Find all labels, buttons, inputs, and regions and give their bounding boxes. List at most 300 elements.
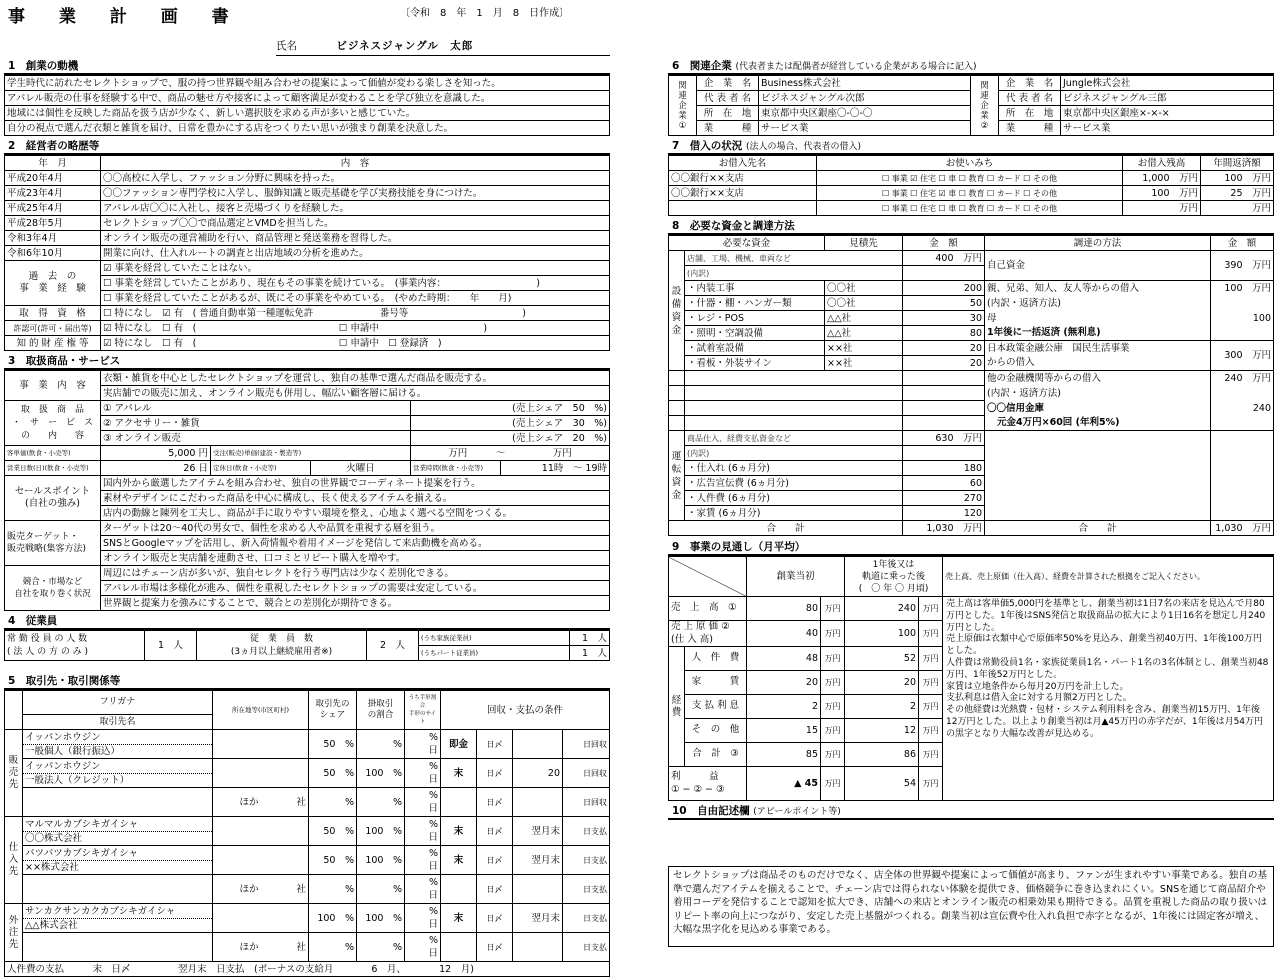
company-key: 業 種 bbox=[999, 121, 1061, 136]
payroll-table bbox=[4, 961, 610, 977]
partner-others: ほか 社 bbox=[213, 788, 309, 817]
partner-term-type: 日回収 bbox=[563, 759, 610, 788]
partner-term-day: 20 bbox=[513, 759, 563, 788]
outlook-label: 家 賃 bbox=[685, 671, 747, 695]
career-text: 〇〇ファッション専門学校に入学し、服飾知識と販売基礎を学び実務技能を身につけた。 bbox=[101, 186, 610, 201]
item-share: (売上シェア 50 %) bbox=[411, 401, 610, 416]
outlook-unit: 万円 bbox=[821, 597, 845, 621]
company-2-address: 東京都中央区銀座×-×-× bbox=[1061, 106, 1274, 121]
outlook-later: 52 bbox=[845, 647, 919, 671]
outlook-label: 売 上 高 ① bbox=[669, 597, 747, 621]
operating-head: 商品仕入、経費支払資金など bbox=[685, 431, 903, 446]
loan-balance: 100 万円 bbox=[1123, 186, 1201, 201]
funding-other-terms: 元金4万円×60回 (年利5%) bbox=[985, 416, 1211, 431]
section-9-title: 9 事業の見通し（月平均） bbox=[668, 539, 1274, 556]
item-share: (売上シェア 20 %) bbox=[411, 431, 610, 446]
motivation-line: 学生時代に訪れたセレクトショップで、服の持つ世界観や組み合わせの提案によって価値が変わる楽しさを知った。 bbox=[5, 76, 610, 91]
section-1-title: 1 創業の動機 bbox=[4, 58, 610, 75]
outlook-unit: 万円 bbox=[821, 647, 845, 671]
career-text: 〇〇高校に入学し、ファッション分野に興味を持った。 bbox=[101, 171, 610, 186]
partner-term-cut: 日〆 bbox=[477, 788, 513, 817]
equipment-total: 400 万円 bbox=[903, 251, 985, 266]
outlook-later: 54 bbox=[845, 767, 919, 801]
partner-share: % bbox=[309, 788, 357, 817]
operating-amount: 270 bbox=[903, 491, 985, 506]
partner-term-cut: 日〆 bbox=[477, 904, 513, 933]
past-experience-option[interactable]: ☐ 事業を経営していたことがあるが、既にその事業をやめている。 (やめた時期： 年 月) bbox=[101, 291, 610, 306]
equipment-amount: 50 bbox=[903, 296, 985, 311]
partner-credit: % bbox=[357, 730, 405, 759]
company-key: 代 表 者 名 bbox=[697, 91, 759, 106]
career-date: 平成25年4月 bbox=[5, 201, 101, 216]
outlook-later: 20 bbox=[845, 671, 919, 695]
part-label: (うちパート従業員) bbox=[419, 646, 570, 661]
outlook-unit: 万円 bbox=[919, 647, 943, 671]
hours-value: 11時 〜 19時 bbox=[501, 461, 610, 476]
funding-family-amount: 100 万円 bbox=[1211, 281, 1274, 296]
operating-item: ・人件費 (6ヵ月分) bbox=[685, 491, 903, 506]
outlook-table bbox=[668, 556, 1274, 801]
partner-term-day: 翌月末 bbox=[513, 817, 563, 846]
section-5-title: 5 取引先・取引関係等 bbox=[4, 673, 610, 690]
company-1-industry: サービス業 bbox=[759, 121, 971, 136]
left-column bbox=[4, 58, 610, 977]
partner-share: % bbox=[309, 933, 357, 962]
operating-total: 630 万円 bbox=[903, 431, 985, 446]
partner-others: ほか 社 bbox=[213, 875, 309, 904]
section-7-title bbox=[668, 138, 1274, 155]
outlook-basis: 売上高は客単価5,000円を基準とし、創業当初は1日7名の来店を見込んで月80万円とした。1年後はSNS発信と取扱商品の拡大により1日16名を想定し月240万円とした。 売上原価は衣類中心で原価率50%を見込み、創業当初40万円、1年後100万円とした。 人件費は常勤役員1名・家族従業員1名・パート1名の3名体制とし、創業当初48万円、1年後52万円とした。 家賃は立地条件から毎月20万円を計上した。 支払利息は借入金に対する月額2万円とした。 その他経費は光熱費・包材・システム利用料を含み、創業当初15万円、1年後12万円とした。以上より創業当初は月▲45万円の赤字だが、1年後は月54万円の黒字となり大幅な改善が見込める。 bbox=[943, 597, 1274, 801]
partner-group-label: 販 売 先 bbox=[5, 730, 23, 817]
partner-name-cell bbox=[23, 817, 213, 846]
funding-jfc: 日本政策金融公庫 国民生活事業 bbox=[985, 341, 1211, 356]
equipment-sub: (内訳) bbox=[685, 266, 903, 281]
section-7-heading: 7 借入の状況 bbox=[672, 140, 743, 152]
funding-family-lender: 母 bbox=[985, 311, 1211, 326]
license-label: 許認可(許可・届出等) bbox=[5, 321, 101, 336]
company-1-label: 関 連 企 業 ① bbox=[669, 76, 697, 136]
partner-bill: % 日 bbox=[405, 933, 441, 962]
partner-bill: % 日 bbox=[405, 904, 441, 933]
outlook-label: 売 上 原 価 ② (仕 入 高) bbox=[669, 621, 747, 647]
unit-price-value: 5,000 円 bbox=[101, 446, 211, 461]
career-text: 開業に向け、仕入れルートの調査と出店地域の分析を進めた。 bbox=[101, 246, 610, 261]
operating-amount: 180 bbox=[903, 461, 985, 476]
partner-name: ××株式会社 bbox=[25, 861, 79, 873]
family-label: (うち家族従業員) bbox=[419, 631, 570, 646]
holiday-value: 火曜日 bbox=[311, 461, 411, 476]
free-text-area[interactable]: セレクトショップは商品そのものだけでなく、店全体の世界観や提案によって価値が高まり、ファンが生まれやすい事業である。独自の基準で選んだアイテムを揃えることで、チェーン店では得られない体験を提供でき、価格競争に巻き込まれにくい。SNSを通じて商品紹介や着用コーデを発信することで認知を拡大でき、店舗への来店とオンライン販売の相乗効果も期待できる。品質を重視した商品の取り扱いはリピート率の向上につながり、安定した売上基盤がつくれる。創業当初は宣伝費や仕入れ負担で赤字となるが、1年後には固定客が増え、大幅な黒字化を見込める事業である。 bbox=[668, 866, 1274, 947]
outlook-unit: 万円 bbox=[919, 671, 943, 695]
funding-family-lender-amount: 100 bbox=[1211, 311, 1274, 326]
partner-term-cut: 日〆 bbox=[477, 846, 513, 875]
outlook-later: 240 bbox=[845, 597, 919, 621]
outlook-unit: 万円 bbox=[919, 597, 943, 621]
item-share: (売上シェア 30 %) bbox=[411, 416, 610, 431]
needs-total-label: 合 計 bbox=[669, 521, 903, 536]
partner-share: 100 % bbox=[309, 904, 357, 933]
outlook-later: 2 bbox=[845, 695, 919, 719]
motivation-line: 地域には個性を反映した商品を扱う店が少なく、新しい選択肢を求める声が多いと感じていた。 bbox=[5, 106, 610, 121]
officers-count: 1 人 bbox=[145, 631, 197, 661]
outlook-unit: 万円 bbox=[821, 743, 845, 767]
related-companies-table bbox=[668, 75, 1274, 136]
past-experience-option[interactable]: ☐ 事業を経営していたことがあり、現在もその事業を続けている。 (事業内容： ) bbox=[101, 276, 610, 291]
equipment-item: ・照明・空調設備 bbox=[685, 326, 825, 341]
equipment-amount: 80 bbox=[903, 326, 985, 341]
license-value[interactable]: ☑ 特になし ☐ 有 ( ☐ 申請中 ) bbox=[101, 321, 610, 336]
partner-term-type: 日支払 bbox=[563, 875, 610, 904]
loan-lender: 〇〇銀行××支店 bbox=[669, 171, 817, 186]
outlook-row bbox=[669, 597, 1274, 621]
partner-name-cell bbox=[23, 759, 213, 788]
partner-furigana: サンカクサンカクカブシキガイシャ bbox=[23, 905, 212, 919]
funding-head: 必要な資金 bbox=[669, 236, 825, 251]
name-label: 氏名 bbox=[276, 40, 297, 52]
partner-bill: % 日 bbox=[405, 817, 441, 846]
needs-total: 1,030 万円 bbox=[903, 521, 985, 536]
partner-name: 〇〇株式会社 bbox=[25, 832, 83, 844]
outlook-head-later: 1年後又は 軌道に乗った後 ( 〇 年 〇 月頃) bbox=[845, 557, 943, 597]
partner-term-day: 翌月末 bbox=[513, 846, 563, 875]
loan-balance: 万円 bbox=[1123, 201, 1201, 216]
partner-term-day bbox=[513, 788, 563, 817]
partner-term-day: 翌月末 bbox=[513, 904, 563, 933]
funding-family-terms: 1年後に一括返済 (無利息) bbox=[985, 326, 1211, 341]
equipment-funds-label: 設 備 資 金 bbox=[669, 251, 685, 371]
partner-share: 50 % bbox=[309, 817, 357, 846]
partner-row bbox=[5, 846, 610, 875]
funding-own: 自己資金 bbox=[985, 251, 1211, 281]
outlook-label: 支 払 利 息 bbox=[685, 695, 747, 719]
loan-balance: 1,000 万円 bbox=[1123, 171, 1201, 186]
target-line: SNSとGoogleマップを活用し、新入荷情報や着用イメージを発信して来店動機を高める。 bbox=[101, 536, 610, 551]
past-experience-label: 過 去 の 事 業 経 験 bbox=[5, 261, 101, 306]
career-date: 平成20年4月 bbox=[5, 171, 101, 186]
right-column bbox=[668, 58, 1274, 820]
company-1-address: 東京都中央区銀座〇-〇-〇 bbox=[759, 106, 971, 121]
loan-use[interactable]: ☐ 事業 ☐ 住宅 ☐ 車 ☐ 教育 ☐ カード ☐ その他 bbox=[817, 201, 1123, 216]
loan-head: 年間返済額 bbox=[1201, 156, 1274, 171]
funding-table bbox=[668, 235, 1274, 536]
partner-term-type: 日回収 bbox=[563, 788, 610, 817]
operating-item: ・仕入れ (6ヵ月分) bbox=[685, 461, 903, 476]
outlook-label: 利 益 ① − ② − ③ bbox=[669, 767, 747, 801]
company-2-rep: ビジネスジャングル三郎 bbox=[1061, 91, 1274, 106]
outlook-unit: 万円 bbox=[821, 767, 845, 801]
partner-term-close: 末 bbox=[441, 817, 477, 846]
outlook-unit: 万円 bbox=[821, 719, 845, 743]
partner-term-close: 即金 bbox=[441, 730, 477, 759]
partner-name-cell bbox=[23, 846, 213, 875]
funding-own-amount: 390 万円 bbox=[1211, 251, 1274, 281]
loan-annual: 万円 bbox=[1201, 201, 1274, 216]
section-6-title bbox=[668, 58, 1274, 75]
partner-group-label: 仕 入 先 bbox=[5, 817, 23, 904]
funding-other-lender-amount: 240 bbox=[1211, 401, 1274, 416]
loan-use[interactable]: ☐ 事業 ☑ 住宅 ☐ 車 ☐ 教育 ☐ カード ☐ その他 bbox=[817, 171, 1123, 186]
career-date: 令和6年10月 bbox=[5, 246, 101, 261]
funding-total: 1,030 万円 bbox=[1211, 521, 1274, 536]
outlook-initial: 15 bbox=[747, 719, 821, 743]
items-label: 取 扱 商 品 ・ サ ー ビ ス の 内 容 bbox=[5, 401, 101, 446]
equipment-amount: 20 bbox=[903, 356, 985, 371]
loan-head: お借入残高 bbox=[1123, 156, 1201, 171]
funding-other-amount: 240 万円 bbox=[1211, 371, 1274, 386]
equipment-amount: 20 bbox=[903, 341, 985, 356]
outlook-initial: 2 bbox=[747, 695, 821, 719]
company-2-industry: サービス業 bbox=[1061, 121, 1274, 136]
partner-name: 一般法人（クレジット） bbox=[25, 774, 130, 786]
partner-furigana: バツバツカブシキガイシャ bbox=[23, 847, 212, 861]
motivation-line: 自分の視点で選んだ衣類と雑貨を届け、日常を豊かにする店をつくりたい思いが強まり創業を決意した。 bbox=[5, 121, 610, 136]
order-price-value: 万円 〜 万円 bbox=[411, 446, 610, 461]
funding-family-note: (内訳・返済方法) bbox=[985, 296, 1211, 311]
funding-head: 金 額 bbox=[1211, 236, 1274, 251]
equipment-vendor: 〇〇社 bbox=[825, 281, 903, 296]
career-date: 令和3年4月 bbox=[5, 231, 101, 246]
equipment-vendor: ××社 bbox=[825, 356, 903, 371]
target-line: オンライン販売と実店舗を連動させ、口コミとリピート購入を増やす。 bbox=[101, 551, 610, 566]
funding-total-label: 合 計 bbox=[985, 521, 1211, 536]
section-10-heading: 10 自由記述欄 bbox=[672, 805, 750, 817]
competition-line: アパレル市場は多様化が進み、個性を重視したセレクトショップの需要は安定している。 bbox=[101, 581, 610, 596]
outlook-unit: 万円 bbox=[919, 719, 943, 743]
loan-annual: 100 万円 bbox=[1201, 171, 1274, 186]
applicant-name bbox=[276, 38, 610, 56]
partner-term-type: 日支払 bbox=[563, 904, 610, 933]
page-title: 事 業 計 画 書 bbox=[8, 7, 243, 27]
partner-term-cut: 日〆 bbox=[477, 817, 513, 846]
partner-credit: % bbox=[357, 788, 405, 817]
outlook-unit: 万円 bbox=[919, 695, 943, 719]
holiday-label: 定休日(飲食・小売等) bbox=[211, 461, 311, 476]
partner-name-head: 取引先名 bbox=[23, 715, 213, 730]
name-value: ビジネスジャングル 太郎 bbox=[336, 40, 474, 52]
partner-term-day bbox=[513, 730, 563, 759]
location-head: 所在地等(市区町村) bbox=[213, 691, 309, 730]
selling-point-line: 国内外から厳選したアイテムを組み合わせ、独自の世界観でコーディネート提案を行う。 bbox=[101, 476, 610, 491]
past-experience-option[interactable]: ☑ 事業を経営していたことはない。 bbox=[101, 261, 610, 276]
partner-row bbox=[5, 904, 610, 933]
outlook-unit: 万円 bbox=[821, 671, 845, 695]
section-3-title: 3 取扱商品・サービス bbox=[4, 353, 610, 370]
partner-term-close bbox=[441, 933, 477, 962]
outlook-initial: 85 bbox=[747, 743, 821, 767]
outlook-label: 合 計 ③ bbox=[685, 743, 747, 767]
selling-point-line: 素材やデザインにこだわった商品を中心に構成し、長く使えるアイテムを揃える。 bbox=[101, 491, 610, 506]
item-name: ① アパレル bbox=[101, 401, 411, 416]
partner-bill: % 日 bbox=[405, 875, 441, 904]
qualification-label: 取 得 資 格 bbox=[5, 306, 101, 321]
partner-term-type: 日支払 bbox=[563, 933, 610, 962]
partner-term-cut: 日〆 bbox=[477, 730, 513, 759]
employees-count: 2 人 bbox=[367, 631, 419, 661]
bill-head: うち手形割合 手形のサイト bbox=[405, 691, 441, 730]
partner-term-cut: 日〆 bbox=[477, 933, 513, 962]
partner-term-day bbox=[513, 933, 563, 962]
company-2-label: 関 連 企 業 ② bbox=[971, 76, 999, 136]
operating-item: ・広告宣伝費 (6ヵ月分) bbox=[685, 476, 903, 491]
partner-credit: 100 % bbox=[357, 759, 405, 788]
section-6-note: (代表者または配偶者が経営している企業がある場合に記入) bbox=[735, 62, 977, 72]
partner-bill: % 日 bbox=[405, 759, 441, 788]
selling-point-label: セールスポイント (自社の強み) bbox=[5, 476, 101, 521]
partner-name: △△株式会社 bbox=[25, 919, 78, 931]
partners-table bbox=[4, 690, 610, 730]
partner-furigana: マルマルカブシキガイシャ bbox=[23, 818, 212, 832]
equipment-item: ・什器・棚・ハンガー類 bbox=[685, 296, 825, 311]
funding-jfc-sub: からの借入 bbox=[985, 356, 1211, 371]
outlook-initial: ▲ 45 bbox=[747, 767, 821, 801]
loans-table bbox=[668, 155, 1274, 216]
operating-funds-label: 運 転 資 金 bbox=[669, 431, 685, 521]
outlook-label: そ の 他 bbox=[685, 719, 747, 743]
loan-head: お借入先名 bbox=[669, 156, 817, 171]
business-label: 事 業 内 容 bbox=[5, 371, 101, 401]
business-line: 衣類・雑貨を中心としたセレクトショップを運営し、独自の基準で選んだ商品を販売する。 bbox=[101, 371, 610, 386]
outlook-later: 12 bbox=[845, 719, 919, 743]
partner-name: 一般個人（銀行振込） bbox=[25, 745, 121, 757]
outlook-later: 86 bbox=[845, 743, 919, 767]
partner-share: 50 % bbox=[309, 730, 357, 759]
outlook-head-initial: 創業当初 bbox=[747, 557, 845, 597]
partner-bill: % 日 bbox=[405, 846, 441, 875]
qualification-value[interactable]: ☐ 特になし ☑ 有 ( 普通自動車第一種運転免許 番号等 ) bbox=[101, 306, 610, 321]
section-2-title: 2 経営者の略歴等 bbox=[4, 138, 610, 155]
partner-name-cell bbox=[23, 730, 213, 759]
competition-line: 世界観と提案力を強みにすることで、競合との差別化が期待できる。 bbox=[101, 596, 610, 611]
section-4-title: 4 従業員 bbox=[4, 613, 610, 630]
partner-share: 50 % bbox=[309, 846, 357, 875]
partner-credit: % bbox=[357, 875, 405, 904]
hours-label: 営業時間(飲食・小売等) bbox=[411, 461, 501, 476]
partner-row bbox=[5, 788, 610, 817]
outlook-initial: 20 bbox=[747, 671, 821, 695]
outlook-initial: 40 bbox=[747, 621, 821, 647]
company-1-name: Business株式会社 bbox=[759, 76, 971, 91]
partner-credit: 100 % bbox=[357, 817, 405, 846]
outlook-unit: 万円 bbox=[919, 767, 943, 801]
partner-term-close: 末 bbox=[441, 904, 477, 933]
outlook-unit: 万円 bbox=[919, 621, 943, 647]
business-days-value: 26 日 bbox=[101, 461, 211, 476]
outlook-head-basis: 売上高、売上原価（仕入高）、経費を計算された根拠をご記入ください。 bbox=[943, 557, 1274, 597]
unit-price-label: 客単価(飲食・小売等) bbox=[5, 446, 101, 461]
funding-other: 他の金融機関等からの借入 bbox=[985, 371, 1211, 386]
funding-other-lender: 〇〇信用金庫 bbox=[985, 401, 1211, 416]
equipment-vendor: △△社 bbox=[825, 311, 903, 326]
business-days-label: 営業日数(日)(飲食・小売等) bbox=[5, 461, 101, 476]
outlook-initial: 48 bbox=[747, 647, 821, 671]
company-key: 業 種 bbox=[697, 121, 759, 136]
outlook-unit: 万円 bbox=[821, 695, 845, 719]
partner-bill: % 日 bbox=[405, 788, 441, 817]
outlook-unit: 万円 bbox=[919, 743, 943, 767]
motivation-table bbox=[4, 75, 610, 136]
partner-row bbox=[5, 933, 610, 962]
furigana-head: フリガナ bbox=[23, 691, 213, 715]
funding-head: 金 額 bbox=[903, 236, 985, 251]
equipment-item: ・内装工事 bbox=[685, 281, 825, 296]
competition-line: 周辺にはチェーン店が多いが、独自セレクトを行う専門店は少なく差別化できる。 bbox=[101, 566, 610, 581]
partner-credit: 100 % bbox=[357, 846, 405, 875]
operating-sub: (内訳) bbox=[685, 446, 903, 461]
employees-table bbox=[4, 630, 610, 661]
career-head-content: 内 容 bbox=[101, 156, 610, 171]
partner-bill: % 日 bbox=[405, 730, 441, 759]
target-line: ターゲットは20〜40代の男女で、個性を求める人や品質を重視する層を狙う。 bbox=[101, 521, 610, 536]
outlook-label: 人 件 費 bbox=[685, 647, 747, 671]
motivation-line: アパレル販売の仕事を経験する中で、商品の魅せ方や接客によって顧客満足が変わることを学び独立を意識した。 bbox=[5, 91, 610, 106]
order-price-label: 受注(販売)単価(建設・製造等) bbox=[211, 446, 411, 461]
company-key: 企 業 名 bbox=[697, 76, 759, 91]
partner-term-type: 日回収 bbox=[563, 730, 610, 759]
partner-term-close: 末 bbox=[441, 846, 477, 875]
equipment-head: 店舗、工場、機械、車両など bbox=[685, 251, 903, 266]
share-head: 取引先の シェア bbox=[309, 691, 357, 730]
terms-head: 回収・支払の条件 bbox=[441, 691, 610, 730]
outlook-corner bbox=[669, 557, 747, 597]
partner-share: % bbox=[309, 875, 357, 904]
company-2-name: Jungle株式会社 bbox=[1061, 76, 1274, 91]
family-count: 1 人 bbox=[570, 631, 610, 646]
operating-amount: 60 bbox=[903, 476, 985, 491]
partner-rows bbox=[4, 729, 610, 962]
career-date: 平成23年4月 bbox=[5, 186, 101, 201]
partner-furigana: イッパンホウジン bbox=[23, 760, 212, 774]
operating-item: ・家賃 (6ヵ月分) bbox=[685, 506, 903, 521]
outlook-later: 100 bbox=[845, 621, 919, 647]
section-8-title: 8 必要な資金と調達方法 bbox=[668, 218, 1274, 235]
career-text: アパレル店〇〇に入社し、接客と売場づくりを経験した。 bbox=[101, 201, 610, 216]
partner-furigana: イッパンホウジン bbox=[23, 731, 212, 745]
item-name: ② アクセサリー・雑貨 bbox=[101, 416, 411, 431]
equipment-item: ・試着室設備 bbox=[685, 341, 825, 356]
company-key: 企 業 名 bbox=[999, 76, 1061, 91]
partner-term-cut: 日〆 bbox=[477, 875, 513, 904]
funding-other-note: (内訳・返済方法) bbox=[985, 386, 1211, 401]
partner-row bbox=[5, 817, 610, 846]
loan-use[interactable]: ☐ 事業 ☐ 住宅 ☑ 車 ☐ 教育 ☐ カード ☐ その他 bbox=[817, 186, 1123, 201]
equipment-vendor: ××社 bbox=[825, 341, 903, 356]
loan-lender bbox=[669, 201, 817, 216]
partner-row bbox=[5, 730, 610, 759]
business-line: 実店舗での販売に加え、オンライン販売も併用し、幅広い顧客層に届ける。 bbox=[101, 386, 610, 401]
partner-term-day bbox=[513, 875, 563, 904]
expenses-label: 経 費 bbox=[669, 647, 685, 767]
partner-term-cut: 日〆 bbox=[477, 759, 513, 788]
career-text: オンライン販売の運営補助を行い、商品管理と発送業務を習得した。 bbox=[101, 231, 610, 246]
ip-value[interactable]: ☑ 特になし ☐ 有 ( ☐ 申請中 ☐ 登録済 ) bbox=[101, 336, 610, 351]
loan-lender: 〇〇銀行××支店 bbox=[669, 186, 817, 201]
outlook-unit: 万円 bbox=[821, 621, 845, 647]
loan-annual: 25 万円 bbox=[1201, 186, 1274, 201]
partner-others: ほか 社 bbox=[213, 933, 309, 962]
company-key: 所 在 地 bbox=[697, 106, 759, 121]
career-head-date: 年 月 bbox=[5, 156, 101, 171]
equipment-vendor: △△社 bbox=[825, 326, 903, 341]
item-name: ③ オンライン販売 bbox=[101, 431, 411, 446]
partner-credit: % bbox=[357, 933, 405, 962]
partner-row bbox=[5, 875, 610, 904]
part-count: 1 人 bbox=[570, 646, 610, 661]
partner-group-label: 外 注 先 bbox=[5, 904, 23, 962]
section-10-note: (アピールポイント等) bbox=[753, 807, 841, 817]
creation-date: 〔令和 8 年 1 月 8 日作成〕 bbox=[400, 8, 570, 19]
equipment-vendor: 〇〇社 bbox=[825, 296, 903, 311]
competition-label: 競合・市場など 自社を取り巻く状況 bbox=[5, 566, 101, 611]
